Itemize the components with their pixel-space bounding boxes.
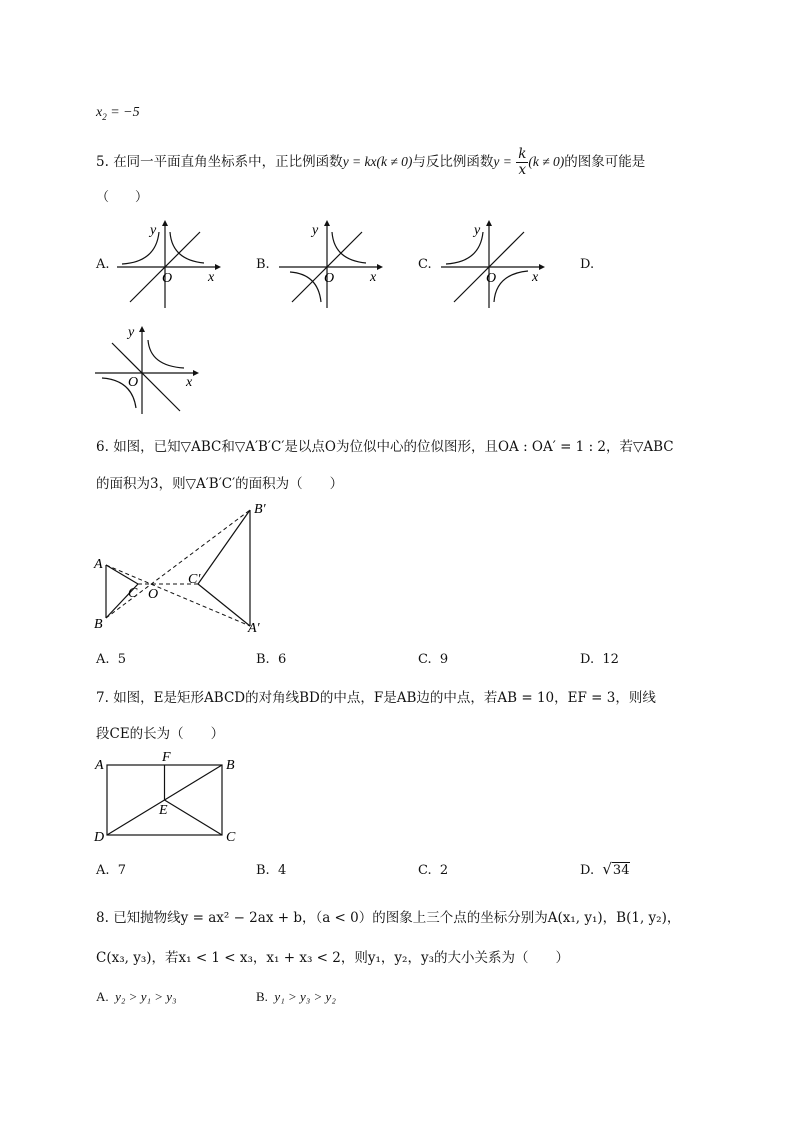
option-label: A. (96, 989, 109, 1004)
option-label: A. (96, 863, 110, 878)
label-a: A (95, 758, 104, 773)
option-label: D. (580, 863, 595, 878)
q6-line2: 的面积为3，则▽A′B′C′的面积为（ ） (96, 476, 344, 492)
q5-eq1: y = kx(k ≠ 0) (342, 153, 413, 169)
label-d: D (94, 830, 105, 845)
q8-option-a[interactable] (96, 989, 177, 1005)
origin-label: O (486, 271, 497, 286)
label-b: B (94, 617, 103, 632)
y-axis-arrow (324, 220, 330, 226)
x-label: x (370, 270, 377, 285)
origin-label: O (324, 271, 335, 286)
q5-answer-paren: （ ） (96, 190, 149, 205)
option-value: 34 (612, 863, 630, 878)
option-value: 9 (439, 652, 449, 667)
label-c-prime: C′ (188, 572, 201, 587)
label-e: E (159, 803, 168, 818)
q5-text-b: 与反比例函数 (412, 153, 494, 170)
q5-option-a-label[interactable]: A. (96, 257, 110, 272)
label-f: F (162, 750, 171, 765)
q7-option-b[interactable] (256, 863, 286, 878)
label-a-prime: A′ (248, 621, 260, 636)
q7-text-1: 如图，E是矩形ABCD的对角线BD的中点，F是AB边的中点，若AB = 10，EF = 3，则线 (113, 690, 656, 706)
y-label: y (150, 223, 157, 238)
q5-fraction (516, 147, 528, 178)
q5-text (96, 147, 645, 178)
q5-option-d-label[interactable]: D. (580, 257, 595, 272)
option-label: C. (418, 652, 432, 667)
previous-answer-line (96, 105, 140, 122)
q6-figure (90, 498, 280, 638)
q5-option-c-label[interactable]: C. (418, 257, 432, 272)
q7-figure (90, 748, 250, 848)
equation-rhs: = −5 (106, 105, 140, 120)
q8-line1 (96, 906, 680, 926)
q6-line1 (96, 435, 674, 455)
q7-option-c[interactable] (418, 863, 448, 878)
q6-option-b[interactable] (256, 652, 286, 667)
frac-num: k (518, 146, 527, 162)
hyperbola-branch (290, 272, 321, 302)
side-b2c2 (198, 510, 250, 584)
label-o: O (148, 587, 159, 602)
q5-eq2-rhs: (k ≠ 0) (528, 153, 565, 169)
segment-ce (165, 800, 223, 835)
y-label: y (128, 325, 135, 340)
sqrt-icon: √ (602, 860, 612, 878)
q6-option-a[interactable] (96, 652, 126, 667)
x-label: x (208, 270, 215, 285)
option-label: D. (580, 652, 595, 667)
option-value: 12 (602, 652, 619, 667)
side-ac (106, 565, 138, 584)
q8-text-1: 已知抛物线y = ax² − 2ax + b，（a < 0）的图象上三个点的坐标分别为A(x₁, y₁)，B(1, y₂)， (113, 910, 681, 926)
q5-graph-a (112, 218, 222, 310)
q5-graph-c (436, 218, 546, 310)
frac-den: x (518, 161, 527, 178)
y-axis-arrow (486, 220, 492, 226)
hyperbola-branch (148, 340, 184, 368)
q6-option-c[interactable] (418, 652, 448, 667)
q8-line2: C(x₃, y₃)，若x₁ < 1 < x₃，x₁ + x₃ < 2，则y₁，y₂，y₃的大小关系为（ ） (96, 950, 569, 966)
hyperbola-branch (170, 232, 204, 263)
q6-text-1: 如图，已知▽ABC和▽A′B′C′是以点O为位似中心的位似图形，且OA : OA′ = 1 : 2，若▽ABC (113, 439, 674, 455)
y-axis-arrow (139, 326, 145, 332)
q7-option-d[interactable] (580, 860, 630, 878)
y-label: y (474, 223, 481, 238)
option-value: 4 (277, 863, 287, 878)
q6-number: 6. (96, 439, 109, 455)
option-label: B. (256, 989, 268, 1004)
q8-number: 8. (96, 910, 109, 926)
label-c: C (128, 586, 138, 601)
x-axis-arrow (377, 264, 383, 270)
q7-option-a[interactable] (96, 863, 126, 878)
y-axis-arrow (162, 220, 168, 226)
option-label: C. (418, 863, 432, 878)
q7-line1 (96, 686, 656, 706)
option-value: 7 (117, 863, 127, 878)
option-value: 6 (277, 652, 287, 667)
option-value: y₁ > y₃ > y₂ (274, 989, 336, 1004)
label-b: B (226, 758, 235, 773)
x-axis-arrow (215, 264, 221, 270)
origin-label: O (128, 375, 139, 390)
var-x: x (96, 105, 103, 120)
line-kx (112, 343, 180, 411)
q7-number: 7. (96, 690, 109, 706)
hyperbola-branch (332, 232, 366, 263)
option-value: 5 (117, 652, 127, 667)
q5-graph-b (274, 218, 384, 310)
q5-number: 5. (96, 153, 109, 170)
option-value: 2 (439, 863, 449, 878)
origin-label: O (162, 271, 173, 286)
q7-line2: 段CE的长为（ ） (96, 726, 225, 742)
x-label: x (532, 270, 539, 285)
q5-graph-d (92, 322, 204, 416)
label-b-prime: B′ (254, 502, 266, 517)
subscript: 2 (102, 111, 107, 122)
side-a2c2 (198, 584, 250, 626)
q6-option-d[interactable] (580, 652, 619, 667)
q5-eq2-lhs: y = (493, 153, 512, 169)
dashed-b-b2 (106, 510, 250, 618)
option-label: A. (96, 652, 110, 667)
x-axis-arrow (539, 264, 545, 270)
q5-text-c: 的图象可能是 (564, 153, 646, 170)
option-value: y₂ > y₁ > y₃ (115, 989, 177, 1004)
label-a: A (94, 557, 103, 572)
hyperbola-branch (494, 271, 528, 302)
x-label: x (186, 375, 193, 390)
label-c: C (226, 830, 236, 845)
y-label: y (312, 223, 319, 238)
q8-option-b[interactable] (256, 989, 336, 1005)
option-label: B. (256, 863, 270, 878)
option-label: B. (256, 652, 270, 667)
q5-option-b-label[interactable]: B. (256, 257, 270, 272)
q5-text-a: 在同一平面直角坐标系中，正比例函数 (113, 153, 343, 170)
x-axis-arrow (193, 370, 199, 376)
